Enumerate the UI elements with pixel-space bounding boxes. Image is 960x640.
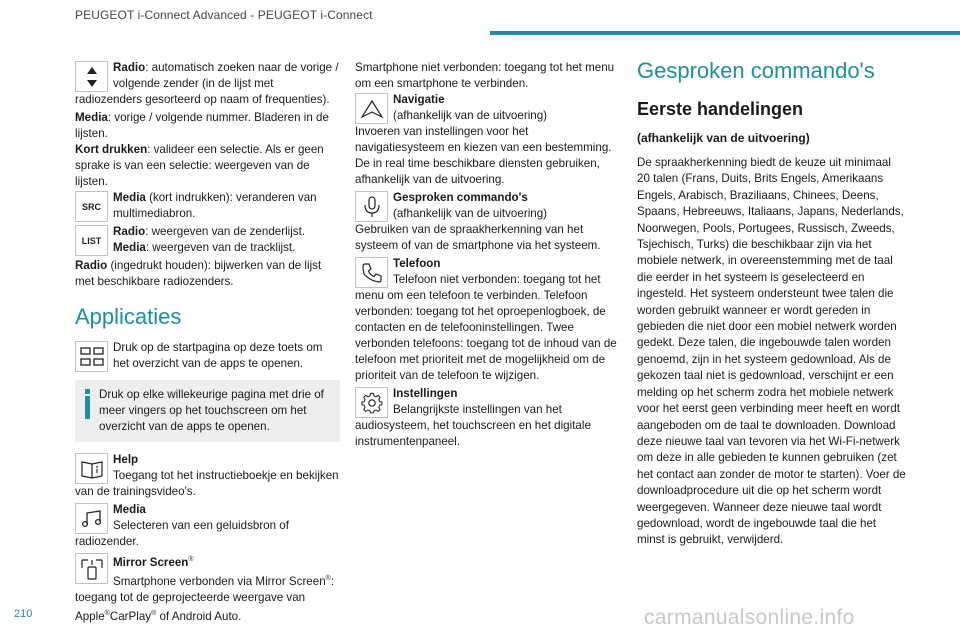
media-text: : vorige / volgende nummer. Bladeren in de lijsten.	[75, 111, 329, 140]
media-desc: Selecteren van een geluidsbron of radiozender.	[75, 519, 289, 548]
watermark: carmanualsonline.info	[644, 606, 855, 629]
src-button-icon	[75, 191, 108, 222]
entry-settings	[355, 386, 617, 450]
entry-phone	[355, 256, 617, 384]
info-icon	[83, 389, 91, 423]
src-label: SRC	[81, 201, 101, 212]
phone-title: Telefoon	[393, 257, 441, 270]
settings-text: Belangrijkste instellingen van het audiosysteem, het touchscreen en het digitale instrumentenpaneel.	[355, 403, 591, 448]
entry-apps	[75, 340, 340, 372]
variant-note: (afhankelijk van de uitvoering)	[637, 131, 810, 145]
list-radio-label: Radio	[113, 225, 146, 238]
radio-long-label: Radio	[75, 259, 108, 272]
help-text: Toegang tot het instructieboekje en bekijken van de trainingsvideo's.	[75, 469, 339, 498]
entry-list	[75, 224, 340, 256]
entry-media	[75, 502, 340, 550]
voice-body-text: De spraakherkenning biedt de keuze uit minimaal 20 talen (Frans, Duits, Brits Engels, Amerikaans Engels, Arabisch, Braziliaans, Chinees, Deens, Spaans, Hebreeuws, Italiaans, Japans, Nederlands, Noorwegen, Pools, Portugees, Russisch, Zweeds, Tsjechisch, Turks) die beschikbaar zijn via het mobiele netwerk, in overeenstemming met de taal die eerder in het systeem is geselecteerd en ingesteld. Het systeem ondersteunt twee talen die worden gebruikt wanneer er wordt gereden in gebieden die niet door een mobiel netwerk worden gedekt. Deze talen, die ingebouwde talen worden genoemd, zijn in het systeem gedownload. Als de gekozen taal niet is gedownload, verschijnt er een melding op het scherm zodra het mobiele netwerk voor het eerst geen verbinding meer heeft en wordt aangeboden om de taal te downloaden. Download deze nieuwe taal van tevoren via het Wi-Fi-netwerk om deze in alle gebieden te kunnen gebruiken (zet het contact aan zonder de motor te starten). Voer de downloadprocedure uit die op het scherm wordt weergegeven. Wanneer deze nieuwe taal wordt gedownload, wordt de ingebouwde taal die het minst is gebruikt, verwijderd.	[637, 156, 906, 547]
nav-title: Navigatie	[393, 93, 445, 106]
voice-sub: (afhankelijk van de uitvoering)	[393, 207, 548, 220]
mirror-reg-3: ®	[104, 609, 110, 617]
gear-icon	[355, 387, 388, 418]
column-right	[637, 58, 907, 549]
help-book-icon	[75, 453, 108, 484]
entry-help	[75, 452, 340, 500]
short-press-text: : valideer een selectie. Als er geen sprake is van een selectie: weergeven van de lijsten.	[75, 143, 324, 188]
list-media-text: : weergeven van de tracklijst.	[145, 241, 296, 254]
list-label: LIST	[81, 235, 102, 246]
entry-arrows	[75, 60, 340, 108]
nav-sub: (afhankelijk van de uitvoering)	[393, 109, 548, 122]
entry-src	[75, 190, 340, 222]
header-accent-bar	[490, 31, 960, 35]
nav-text: Invoeren van instellingen voor het navigatiesysteem en kiezen van een bestemming. De in real time beschikbare diensten gebruiken, afhankelijk van de uitvoering.	[355, 125, 612, 186]
mirror-text-2: : toegang tot de geprojecteerde weergave van Apple	[75, 574, 335, 623]
radio-text: : automatisch zoeken naar de vorige / volgende zender (in de lijst met radiozenders gesorteerd op naam of frequenties).	[75, 61, 339, 106]
mirror-text-1: Smartphone verbonden via Mirror Screen	[113, 574, 326, 588]
entry-navigation	[355, 92, 617, 188]
radio-label: Radio	[113, 61, 146, 74]
up-down-arrows-icon	[75, 61, 108, 92]
settings-title: Instellingen	[393, 387, 458, 400]
apps-grid-icon	[75, 341, 108, 372]
smartphone-intro: Smartphone niet verbonden: toegang tot het menu om een smartphone te verbinden.	[355, 61, 615, 90]
src-media-label: Media	[113, 191, 146, 204]
subsection-heading: Eerste handelingen	[637, 99, 804, 119]
phone-handset-icon	[355, 257, 388, 288]
list-button-icon	[75, 225, 108, 256]
phone-text: Telefoon niet verbonden: toegang tot het menu om een telefoon te verbinden. Telefoon verbonden: toegang tot het oproepenlogboek, de contacten en de telefooninstellingen. Twee verbonden telefoons: toegang tot de inhoud van de telefoon met prioriteit met de mogelijkheid om de prioriteit van de telefoon te wijzigen.	[355, 273, 617, 382]
section-heading: Gesproken commando's	[637, 58, 875, 83]
mirror-screen-icon	[75, 553, 108, 584]
radio-long-text: (ingedrukt houden): bijwerken van de lijst met beschikbare radiozenders.	[75, 259, 322, 288]
column-left	[75, 60, 340, 627]
column-middle	[355, 60, 617, 452]
note-box	[75, 380, 340, 442]
short-press-label: Kort drukken	[75, 143, 148, 156]
list-media-label: Media	[113, 241, 146, 254]
voice-title: Gesproken commando's	[393, 191, 528, 204]
media-label: Media	[75, 111, 108, 124]
list-radio-text: : weergeven van de zenderlijst.	[145, 225, 306, 238]
music-note-icon	[75, 503, 108, 534]
mirror-reg-4: ®	[151, 609, 157, 617]
microphone-icon	[355, 191, 388, 222]
mirror-text-4: of Android Auto.	[156, 609, 242, 623]
voice-text: Gebruiken van de spraakherkenning van het systeem of van de smartphone via het systeem.	[355, 223, 601, 252]
mirror-title: Mirror Screen	[113, 555, 189, 569]
note-text: Druk op elke willekeurige pagina met drie of meer vingers op het touchscreen om het overzicht van de apps te openen.	[99, 388, 324, 433]
page-number: 210	[14, 608, 33, 620]
apps-heading: Applicaties	[75, 304, 182, 329]
apps-text: Druk op de startpagina op deze toets om het overzicht van de apps te openen.	[113, 341, 323, 370]
navigation-arrow-icon	[355, 93, 388, 124]
page-header: PEUGEOT i-Connect Advanced - PEUGEOT i-Connect	[75, 8, 373, 22]
media-title: Media	[113, 503, 146, 516]
mirror-reg-1: ®	[188, 556, 194, 563]
src-text: (kort indrukken): veranderen van multimediabron.	[113, 191, 317, 220]
entry-mirror	[75, 552, 340, 625]
entry-voice	[355, 190, 617, 254]
mirror-text-3: CarPlay	[109, 609, 152, 623]
help-title: Help	[113, 453, 139, 466]
mirror-reg-2: ®	[325, 574, 331, 582]
